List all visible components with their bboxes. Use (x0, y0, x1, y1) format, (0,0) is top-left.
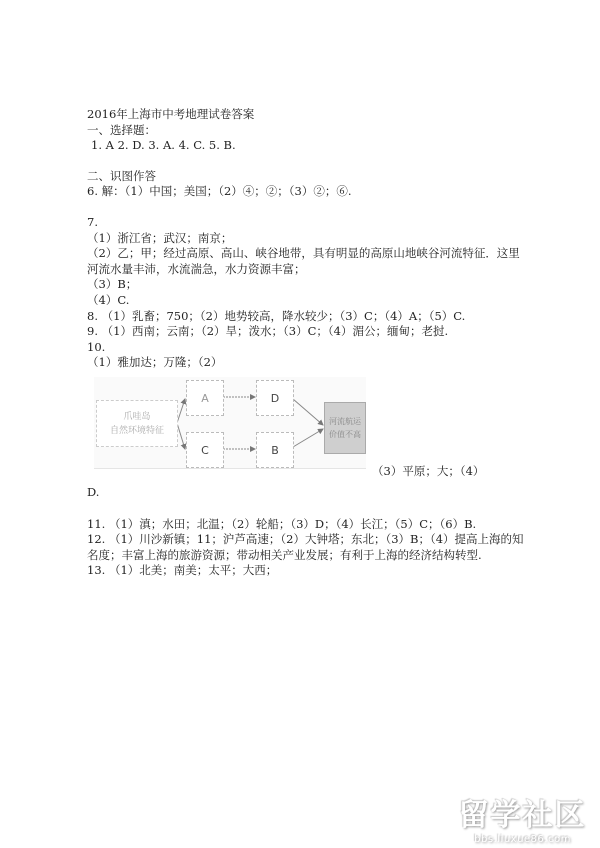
section1-answers: 1. A 2. D. 3. A. 4. C. 5. B. (91, 138, 236, 153)
q7-label: 7. (87, 214, 98, 229)
q9-answer: 9. （1）西南；云南；（2）旱；泼水；（3）C；（4）湄公；缅甸；老挝. (87, 324, 449, 339)
answer-document-continued (87, 485, 527, 579)
box-d: D (256, 380, 294, 416)
box-c: C (186, 432, 224, 468)
box-a: A (186, 380, 224, 416)
diagram-divider (94, 468, 366, 469)
result-box (324, 402, 366, 454)
document-title: 2016年上海市中考地理试卷答案 (87, 107, 255, 121)
source-line1: 爪哇岛 (123, 411, 151, 422)
q12-answer: 12. （1）川沙新镇；11；沪芦高速；（2）大钟塔；东北；（3）B；（4）提高上海的知名度；丰富上海的旅游资源；带动相关产业发展；有利于上海的经济结构转型. (87, 532, 524, 562)
box-b: B (256, 432, 294, 468)
q10-part4: D. (87, 485, 100, 499)
q10-label: 10. (87, 339, 106, 354)
watermark-brand: 留学社区 (458, 798, 587, 833)
q6-answer: 6. 解：（1）中国；美国；（2）④；②；（3）②；⑥. (87, 184, 352, 199)
q13-answer: 13. （1）北美；南美；太平；大西； (87, 563, 278, 578)
q7-part4: （4）C. (87, 292, 130, 307)
source-box (96, 400, 178, 447)
q10-part3: （3）平原；大；（4） (372, 464, 485, 478)
q7-part2: （2）乙；甲；经过高原、高山、峡谷地带，具有明显的高原山地峡谷河流特征．这里河流水量丰沛，水流湍急，水力资源丰富； (87, 246, 520, 276)
q11-answer: 11. （1）滇；水田；北温；（2）轮船；（3）D；（4）长江；（5）C；（6）B. (87, 516, 477, 531)
watermark-url: bbs.liuxue86.com (474, 834, 571, 845)
q8-answer: 8. （1）乳畜；750；（2）地势较高，降水较少；（3）C；（4）A；（5）C. (87, 308, 466, 323)
source-line2: 自然环境特征 (109, 425, 164, 436)
watermark (450, 790, 595, 845)
section1-heading: 一、选择题： (87, 122, 156, 137)
flow-diagram (94, 377, 366, 469)
section2-heading: 二、识图作答 (87, 168, 156, 183)
q7-part3: （3）B； (87, 277, 138, 292)
answer-document (87, 107, 527, 371)
q10-part1: （1）雅加达；万隆；（2） (87, 355, 223, 370)
result-line1: 河流航运 (329, 417, 361, 426)
result-line2: 价值不高 (329, 430, 361, 439)
q7-part1: （1）浙江省；武汉；南京； (87, 230, 233, 245)
